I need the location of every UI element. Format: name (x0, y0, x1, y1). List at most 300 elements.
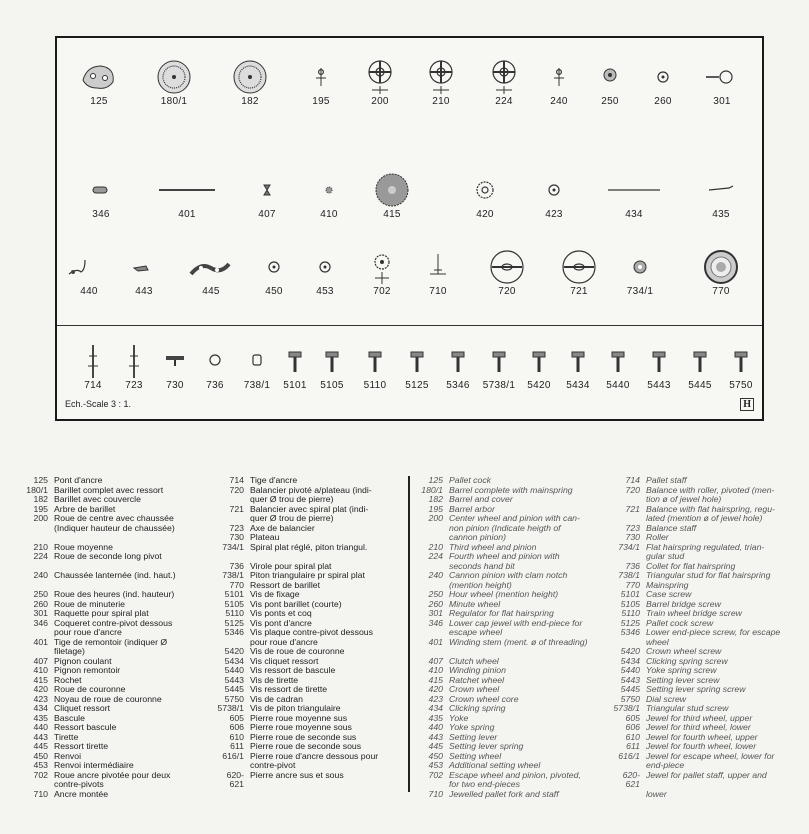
part-number: 453 (33, 760, 48, 770)
part-description: Balancier pivoté a/plateau (indi- (250, 484, 372, 495)
winding-pinion-icon (299, 173, 359, 207)
part-number: 5420 (620, 646, 640, 656)
part-description: Clutch wheel (449, 655, 499, 666)
part-number: 346 (428, 617, 443, 628)
part-number: 616/1 (222, 750, 244, 761)
part-description: Roue de centre avec chaussée (54, 513, 174, 523)
part-description: Vis ponts et coq (250, 608, 312, 618)
part-number: 434 (428, 703, 443, 713)
part-number: 125 (90, 96, 108, 107)
screw-icon (711, 344, 771, 378)
part-number: 415 (33, 674, 48, 685)
crown-wheel-icon (455, 173, 515, 207)
part-number: 720 (625, 484, 640, 495)
part-description: Triangular stud for flat hairspring (646, 570, 771, 580)
part-description: Ancre montée (54, 788, 109, 799)
part-number: 435 (428, 712, 443, 723)
part-125 (69, 60, 129, 107)
part-number: 195 (428, 503, 443, 514)
part-description: Setting lever spring (449, 741, 524, 751)
part-182 (220, 60, 280, 107)
part-number: 721 (625, 503, 640, 514)
part-description: Vis de fixage (250, 589, 300, 599)
part-description: Regulator for flat hairspring (449, 608, 554, 618)
part-number: 730 (166, 380, 184, 391)
part-number: 605 (229, 712, 244, 723)
list-item (214, 543, 414, 553)
part-description: Vis de tirette (250, 674, 299, 685)
list-item (18, 714, 218, 724)
part-number: 301 (428, 608, 443, 618)
part-number: 730 (229, 532, 244, 542)
part-number: 5125 (405, 380, 429, 391)
part-number: 200 (428, 513, 443, 523)
part-description: contre-pivots (54, 779, 104, 789)
part-346 (71, 173, 131, 220)
ratchet-wheel-icon (362, 173, 422, 207)
part-number: 5110 (363, 380, 387, 391)
part-720 (477, 250, 537, 297)
part-description: Renvoi intermédiaire (54, 760, 134, 770)
part-number: 443 (135, 286, 153, 297)
part-180-1 (144, 60, 204, 107)
part-410 (299, 173, 359, 220)
part-description: Jewel for third wheel, lower (646, 722, 751, 732)
part-description: end-piece (646, 760, 685, 770)
part-number: 443 (428, 731, 443, 742)
list-item (610, 752, 803, 762)
part-description: Roue de minuterie (54, 598, 125, 609)
part-number: 453 (428, 760, 443, 770)
part-description: filetage) (54, 646, 85, 656)
part-description: Axe de balancier (250, 522, 315, 533)
part-description: Setting lever (449, 731, 498, 742)
part-description: Roue de seconde long pivot (54, 551, 162, 561)
part-description: Yoke spring screw (646, 665, 717, 675)
part-number: 240 (550, 96, 568, 107)
part-description: Ressort tirette (54, 741, 109, 751)
part-description: wheel (646, 636, 669, 647)
part-description: Pierre roue de seconde sus (250, 731, 357, 742)
arbor-icon (291, 60, 351, 94)
part-description: Clicking spring screw (646, 655, 728, 666)
part-number: 434 (33, 703, 48, 713)
part-number: 5443 (224, 674, 244, 685)
part-description: Roue des heures (ind. hauteur) (54, 589, 175, 599)
part-number: 5445 (688, 380, 712, 391)
part-number: 125 (428, 475, 443, 485)
list-item (214, 600, 414, 610)
parts-tables (18, 476, 803, 826)
part-description: Rochet (54, 674, 82, 685)
part-number: 415 (428, 674, 443, 685)
balance-icon (549, 250, 609, 284)
part-number: 606 (625, 722, 640, 732)
part-number: 738/1 (618, 570, 640, 580)
part-number: 5420 (224, 646, 244, 656)
part-description: Arbre de barillet (54, 503, 116, 514)
part-description: (Indiquer hauteur de chaussée) (54, 522, 175, 533)
part-description: Ressort bascule (54, 722, 117, 732)
part-description: Setting lever spring screw (646, 684, 746, 694)
part-number: 5346 (620, 627, 640, 637)
list-item (214, 581, 414, 591)
part-415 (362, 173, 422, 220)
list-item (214, 666, 414, 676)
list-item (413, 790, 609, 800)
part-number: 210 (428, 541, 443, 552)
part-number: 450 (265, 286, 283, 297)
part-number: 5443 (620, 674, 640, 685)
minute-wheel-icon (633, 60, 693, 94)
part-number: 401 (33, 636, 48, 647)
part-445 (181, 250, 241, 297)
part-description: Pierre roue d'ancre dessous pour (250, 750, 379, 761)
part-description: Cliquet ressort (54, 703, 111, 713)
part-number: 702 (373, 286, 391, 297)
part-407 (237, 173, 297, 220)
part-number: 260 (33, 598, 48, 609)
part-description: Vis de piton triangulaire (250, 703, 341, 713)
part-number: 5750 (729, 380, 753, 391)
part-734-1 (610, 250, 670, 297)
part-description: Triangular stud screw (646, 703, 729, 713)
part-description: Crown wheel screw (646, 646, 722, 656)
part-number (18, 524, 54, 534)
part-number: 182 (241, 96, 259, 107)
part-description: Jewel for pallet staff, upper and (646, 769, 767, 780)
part-number: 195 (33, 503, 48, 514)
part-number: 605 (625, 712, 640, 723)
part-number: 710 (429, 286, 447, 297)
part-description: Raquette pour spiral plat (54, 608, 149, 618)
part-description: Center wheel and pinion with can- (449, 513, 580, 523)
part-description: Vis de cadran (250, 693, 303, 704)
part-description: Chaussée lanternée (ind. haut.) (54, 570, 176, 580)
part-number: 5750 (224, 693, 244, 704)
part-number: 240 (33, 570, 48, 580)
part-number: 301 (33, 608, 48, 618)
part-description: Jewel for fourth wheel, upper (646, 731, 758, 742)
list-item (18, 533, 218, 543)
part-number: 401 (428, 636, 443, 647)
part-number: 182 (428, 494, 443, 504)
part-number: 738/1 (243, 380, 271, 391)
part-number: 346 (92, 209, 110, 220)
part-description: tion ø of jewel hole) (646, 494, 722, 504)
part-description: lated (mention ø of jewel hole) (646, 513, 763, 523)
maker-logo: H (740, 398, 754, 411)
part-number: 714 (229, 475, 244, 485)
part-description: Jewel for fourth wheel, lower (646, 741, 757, 751)
part-number: 445 (428, 741, 443, 751)
parts-chart (55, 36, 764, 421)
part-number: 738/1 (222, 570, 244, 580)
part-number: 5434 (566, 380, 590, 391)
part-description: Vis ressort de bascule (250, 665, 336, 675)
part-number: 5105 (320, 380, 344, 391)
part-number: 730 (625, 532, 640, 542)
part-224 (474, 60, 534, 107)
part-number: 5738/1 (482, 380, 516, 391)
part-number: 210 (33, 541, 48, 552)
french-list-left (18, 476, 218, 799)
part-number: 224 (495, 96, 513, 107)
part-number: 423 (428, 693, 443, 704)
clutch-wheel-icon (237, 173, 297, 207)
part-description: Coqueret contre-pivot dessous (54, 617, 173, 628)
part-description: Noyau de roue de couronne (54, 693, 162, 704)
part-description: Jewel for escape wheel, lower for (646, 750, 775, 761)
part-number: 720 (498, 286, 516, 297)
part-number: 710 (428, 788, 443, 799)
part-description: contre-pivot (250, 760, 296, 770)
part-number: 5105 (620, 598, 640, 609)
part-number: 250 (601, 96, 619, 107)
part-number: 620-621 (226, 769, 244, 789)
part-description: (mention height) (449, 579, 512, 590)
part-number: 200 (371, 96, 389, 107)
part-description: Bascule (54, 712, 85, 723)
part-number: 240 (428, 570, 443, 580)
part-description: Vis de roue de couronne (250, 646, 345, 656)
part-number: 734/1 (222, 541, 244, 552)
part-description: Ratchet wheel (449, 674, 505, 685)
part-5750 (711, 344, 771, 391)
part-number: 5105 (224, 598, 244, 609)
part-description: Cannon pinion with clam notch (449, 570, 568, 580)
part-number: 5125 (224, 617, 244, 628)
part-number: 435 (33, 712, 48, 723)
english-list-right (610, 476, 803, 799)
list-item (610, 771, 803, 790)
part-description: escape wheel (449, 627, 503, 637)
part-number: 611 (626, 741, 640, 751)
part-number: 180/1 (421, 484, 443, 495)
part-number: 721 (570, 286, 588, 297)
part-number: 407 (33, 655, 48, 666)
scale-label: Ech.-Scale 3 : 1. (65, 399, 132, 409)
part-description: Additional setting wheel (449, 760, 541, 770)
language-separator (408, 476, 410, 792)
part-description: Pierre roue moyenne sus (250, 712, 348, 723)
part-number: 443 (33, 731, 48, 742)
part-description: Vis ressort de tirette (250, 684, 328, 694)
part-number: 440 (428, 722, 443, 732)
part-number: 723 (125, 380, 143, 391)
wheel-icon (474, 60, 534, 94)
list-item (413, 619, 609, 629)
part-description: quer Ø trou de pierre) (250, 513, 334, 523)
part-number: 260 (428, 598, 443, 609)
part-number: 5434 (224, 655, 244, 666)
part-number: 734/1 (626, 286, 654, 297)
list-item (214, 685, 414, 695)
part-number: 5346 (446, 380, 470, 391)
part-number: 445 (33, 741, 48, 751)
part-description: Vis plaque contre-pivot dessous (250, 627, 373, 637)
part-description: Clicking spring (449, 703, 506, 713)
clicking-spring-icon (604, 173, 664, 207)
part-number: 260 (654, 96, 672, 107)
balance-icon (477, 250, 537, 284)
part-description: Pierre ancre sus et sous (250, 769, 344, 780)
list-item (18, 647, 218, 657)
list-item (18, 666, 218, 676)
part-number: 5434 (620, 655, 640, 666)
part-number: 5738/1 (217, 703, 244, 713)
part-number: 5750 (620, 693, 640, 704)
part-number: 770 (229, 579, 244, 590)
part-number: 440 (80, 286, 98, 297)
list-item (18, 780, 218, 790)
part-description: Crown wheel core (449, 693, 519, 704)
part-description: Fourth wheel and pinion with (449, 551, 560, 561)
part-description: quer Ø trou de pierre) (250, 494, 334, 504)
part-description: Lower cap jewel with end-piece for (449, 617, 583, 628)
list-item (18, 733, 218, 743)
part-number: 5440 (606, 380, 630, 391)
part-number: 736 (229, 560, 244, 571)
crown-wheel-core-icon (524, 173, 584, 207)
part-number: 714 (84, 380, 102, 391)
part-description: non pinion (Indicate heigth of (449, 522, 561, 533)
part-description: Barillet avec couvercle (54, 494, 141, 504)
part-description: Roue moyenne (54, 541, 113, 552)
part-number: 720 (229, 484, 244, 495)
part-number: 224 (33, 551, 48, 561)
part-number: 702 (33, 769, 48, 780)
hairspring-icon (610, 250, 670, 284)
part-description: Pierre roue de seconde sous (250, 741, 362, 751)
part-number: 736 (206, 380, 224, 391)
part-number: 250 (33, 589, 48, 599)
cap-jewel-icon (71, 173, 131, 207)
escape-wheel-icon (352, 250, 412, 284)
list-item (18, 704, 218, 714)
part-description: Roue de couronne (54, 684, 126, 694)
part-number: 5101 (283, 380, 307, 391)
part-description: Pallet staff (646, 475, 687, 485)
part-number: 420 (476, 209, 494, 220)
part-description: Yoke (449, 712, 469, 723)
part-number: 200 (33, 513, 48, 523)
part-number: 224 (428, 551, 443, 561)
list-item (214, 609, 414, 619)
barrel-icon (220, 60, 280, 94)
chart-divider (57, 325, 762, 326)
part-description: Barrel arbor (449, 503, 495, 514)
part-description: Vis pont barillet (courte) (250, 598, 342, 609)
part-number: 125 (33, 475, 48, 485)
part-number: 702 (428, 769, 443, 780)
part-number: 453 (316, 286, 334, 297)
part-number: 182 (33, 494, 48, 504)
setting-wheel-icon (295, 250, 355, 284)
part-770 (691, 250, 751, 297)
part-description: Pont d'ancre (54, 475, 103, 485)
part-number: 435 (712, 209, 730, 220)
part-description: Mainspring (646, 579, 689, 590)
part-description: Jewel for third wheel, upper (646, 712, 753, 723)
part-description: Pallet cock screw (646, 617, 714, 628)
part-description: Ressort de barillet (250, 579, 321, 590)
part-401 (157, 173, 217, 220)
list-item (214, 752, 414, 762)
regulator-icon (692, 60, 752, 94)
part-number: 723 (229, 522, 244, 533)
part-number: 415 (383, 209, 401, 220)
part-number: 5445 (224, 684, 244, 694)
part-description: Roller (646, 532, 669, 542)
part-description: Barrel and cover (449, 494, 513, 504)
wheel-icon (411, 60, 471, 94)
part-description: Tirette (54, 731, 79, 742)
french-list-right (214, 476, 414, 790)
part-423 (524, 173, 584, 220)
part-description: Winding pinion (449, 665, 506, 675)
part-number: 450 (33, 750, 48, 761)
part-description: Balance with flat hairspring, regu- (646, 503, 775, 514)
part-description: Pallet cock (449, 475, 492, 485)
part-description: Renvoi (54, 750, 82, 761)
list-item (18, 771, 218, 781)
list-item (18, 571, 218, 581)
part-number: 734/1 (618, 541, 640, 552)
part-number: 407 (428, 655, 443, 666)
part-number: 180/1 (160, 96, 188, 107)
part-description: Train wheel bridge screw (646, 608, 742, 618)
part-200 (350, 60, 410, 107)
part-number: 301 (713, 96, 731, 107)
part-description: Piton triangulaire pr spiral plat (250, 570, 365, 580)
part-number (413, 524, 449, 534)
part-description: Vis pont d'ancre (250, 617, 312, 628)
part-number (610, 790, 646, 800)
part-number: 250 (428, 589, 443, 599)
part-number: 423 (33, 693, 48, 704)
part-number: 710 (33, 788, 48, 799)
setting-lever-spring-icon (181, 250, 241, 284)
part-435 (691, 173, 751, 220)
part-description: Dial screw (646, 693, 687, 704)
part-description: seconds hand bit (449, 560, 515, 571)
part-description: Jewelled pallet fork and staff (449, 788, 559, 799)
part-description: pour roue d'ancre (54, 627, 122, 637)
part-description: Minute wheel (449, 598, 501, 609)
mainspring-icon (691, 250, 751, 284)
barrel-icon (144, 60, 204, 94)
part-number: 195 (312, 96, 330, 107)
part-description: Balance with roller, pivoted (men- (646, 484, 775, 495)
part-description: Collet for flat hairspring (646, 560, 736, 571)
part-301 (692, 60, 752, 107)
part-number: 180/1 (26, 484, 48, 495)
part-number: 770 (625, 579, 640, 590)
part-210 (411, 60, 471, 107)
part-number: 5445 (620, 684, 640, 694)
part-description: Crown wheel (449, 684, 500, 694)
list-item (18, 638, 218, 648)
list-item (18, 695, 218, 705)
part-number: 401 (178, 209, 196, 220)
list-item (18, 552, 218, 562)
part-721 (549, 250, 609, 297)
part-description: Case screw (646, 589, 692, 599)
part-number: 620-621 (622, 769, 640, 789)
yoke-spring-icon (59, 250, 119, 284)
part-number: 210 (432, 96, 450, 107)
